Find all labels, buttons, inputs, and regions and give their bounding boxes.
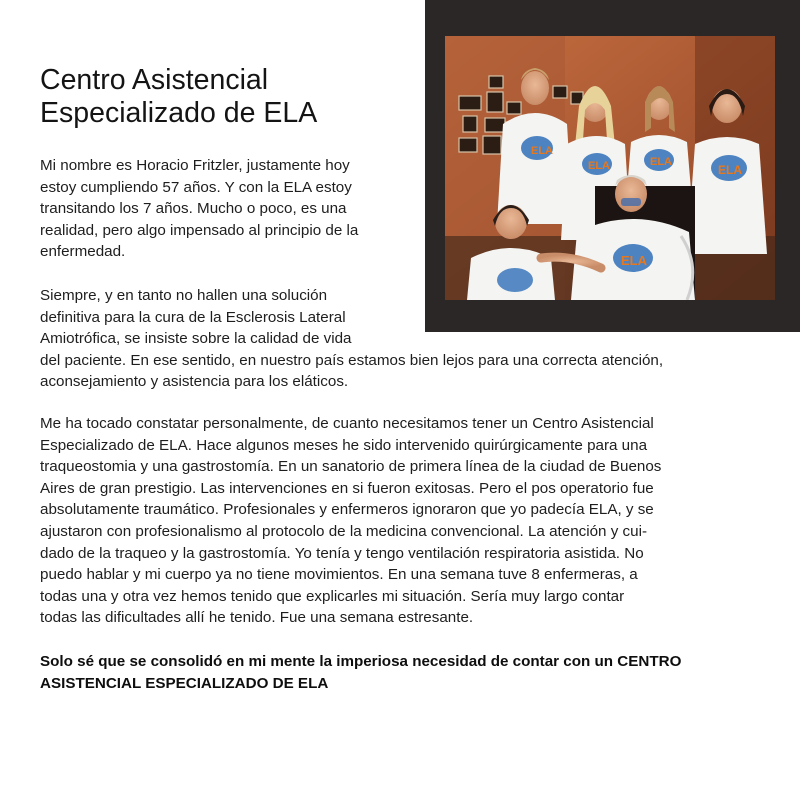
text-line: dado de la traqueo y la gastrostomía. Yo tenía y tengo ventilación respiratoria asistida. No (40, 544, 644, 562)
paragraph (40, 285, 663, 393)
text-line: Especializado de ELA. Hace algunos meses he sido intervenido quirúrgicamente para una (40, 436, 648, 454)
article-title (40, 64, 410, 130)
text-line: enfermedad. (40, 243, 126, 261)
text-line: definitiva para la cura de la Esclerosis Lateral (40, 308, 346, 326)
group-photo (445, 36, 775, 300)
text-line: traqueostomia y una gastrostomía. En un sanatorio de primera línea de la ciudad de Buenos (40, 458, 662, 476)
text-line: Solo sé que se consolidó en mi mente la imperiosa necesidad de contar con un CENTRO (40, 653, 682, 670)
text-line: todas una y otra vez hemos tenido que explicarles mi situación. Sería muy largo contar (40, 587, 625, 605)
shirt-logo: ELA (588, 160, 610, 172)
photo-frame (425, 0, 800, 332)
title-line: Centro Asistencial (40, 64, 269, 96)
text-line: del paciente. En ese sentido, en nuestro país estamos bien lejos para una correcta atención, (40, 351, 664, 369)
text-line: todas las dificultades allí he tenido. Fue una semana estresante. (40, 609, 474, 627)
text-line: Aires de gran prestigio. Las intervenciones en si fueron exitosas. Pero el pos operatorio fue (40, 479, 654, 497)
paragraph (40, 155, 358, 263)
title-line: Especializado de ELA (40, 97, 318, 129)
text-line: Me ha tocado constatar personalmente, de cuanto necesitamos tener un Centro Asistencial (40, 415, 654, 432)
closing-statement (40, 651, 681, 694)
group-photo-illustration (445, 36, 775, 300)
shirt-logo: ELA (531, 145, 553, 157)
paragraph (40, 413, 661, 629)
text-line: ASISTENCIAL ESPECIALIZADO DE ELA (40, 674, 329, 692)
text-line: puedo hablar y mi cuerpo ya no tiene movimientos. En una semana tuve 8 enfermeras, a (40, 566, 638, 584)
text-line: transitando los 7 años. Mucho o poco, es una (40, 200, 347, 218)
shirt-logo: ELA (650, 156, 672, 168)
text-line: Mi nombre es Horacio Fritzler, justamente hoy (40, 157, 350, 174)
shirt-logo: ELA (621, 253, 647, 268)
text-line: aconsejamiento y asistencia para los eláticos. (40, 373, 349, 391)
text-line: estoy cumpliendo 57 años. Y con la ELA estoy (40, 178, 352, 196)
text-line: Amiotrófica, se insiste sobre la calidad de vida (40, 330, 352, 348)
text-line: realidad, pero algo impensado al principio de la (40, 221, 359, 239)
text-line: Siempre, y en tanto no hallen una solución (40, 287, 328, 304)
shirt-logo: ELA (718, 163, 742, 177)
text-line: absolutamente traumático. Profesionales y enfermeros ignoraron que yo padecía ELA, y se (40, 501, 654, 519)
text-line: ajustaron con profesionalismo al protocolo de la medicina convencional. La atención y cui- (40, 522, 648, 540)
